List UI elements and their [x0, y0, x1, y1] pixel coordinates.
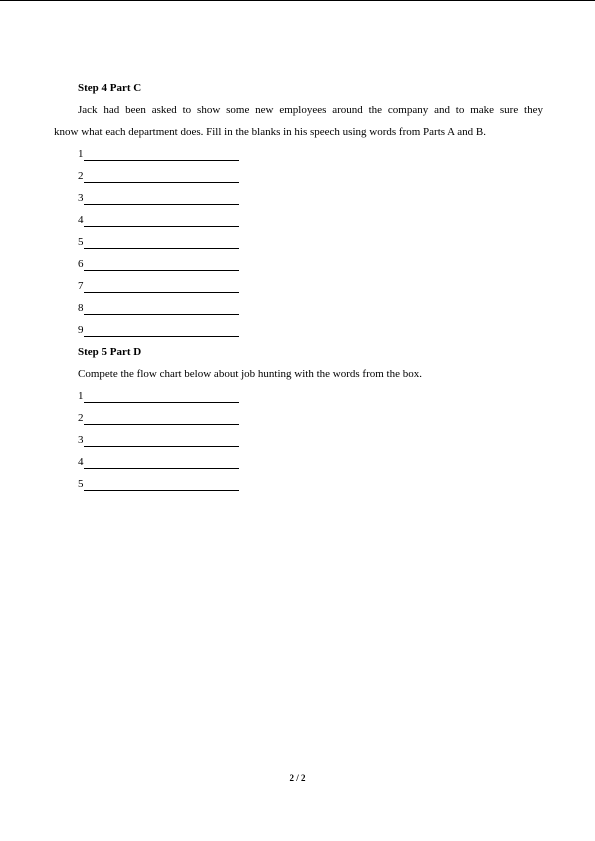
blank-number: 2 [78, 412, 84, 424]
step5-blank-3[interactable] [78, 433, 239, 447]
answer-line[interactable] [84, 258, 239, 271]
answer-line[interactable] [84, 412, 239, 425]
step4-instruction-line2: know what each department does. Fill in the blanks in his speech using words from Parts A and B. [54, 126, 486, 138]
step4-blank-9[interactable] [78, 323, 239, 337]
blank-number: 3 [78, 192, 84, 204]
blank-number: 9 [78, 324, 84, 336]
step5-blank-1[interactable] [78, 389, 239, 403]
blank-number: 5 [78, 478, 84, 490]
step4-blank-3[interactable] [78, 191, 239, 205]
answer-line[interactable] [84, 434, 239, 447]
step4-blank-1[interactable] [78, 147, 239, 161]
step5-heading: Step 5 Part D [78, 346, 142, 358]
blank-number: 7 [78, 280, 84, 292]
blank-number: 1 [78, 148, 84, 160]
step4-blank-2[interactable] [78, 169, 239, 183]
answer-line[interactable] [84, 302, 239, 315]
answer-line[interactable] [84, 280, 239, 293]
answer-line[interactable] [84, 214, 239, 227]
blank-number: 2 [78, 170, 84, 182]
step4-blank-5[interactable] [78, 235, 239, 249]
step4-blank-7[interactable] [78, 279, 239, 293]
blank-number: 8 [78, 302, 84, 314]
answer-line[interactable] [84, 236, 239, 249]
answer-line[interactable] [84, 478, 239, 491]
step5-blank-5[interactable] [78, 477, 239, 491]
answer-line[interactable] [84, 456, 239, 469]
blank-number: 3 [78, 434, 84, 446]
step4-blank-6[interactable] [78, 257, 239, 271]
page-number: 2 / 2 [289, 773, 306, 783]
blank-number: 4 [78, 214, 84, 226]
blank-number: 1 [78, 390, 84, 402]
blank-number: 5 [78, 236, 84, 248]
answer-line[interactable] [84, 192, 239, 205]
step5-blank-2[interactable] [78, 411, 239, 425]
step5-instruction: Compete the flow chart below about job hunting with the words from the box. [78, 368, 422, 380]
step5-blank-4[interactable] [78, 455, 239, 469]
answer-line[interactable] [84, 324, 239, 337]
answer-line[interactable] [84, 148, 239, 161]
blank-number: 4 [78, 456, 84, 468]
answer-line[interactable] [84, 170, 239, 183]
step4-heading: Step 4 Part C [78, 82, 142, 94]
step4-instruction-line1: Jack had been asked to show some new employees around the company and to make sure they [78, 104, 543, 116]
blank-number: 6 [78, 258, 84, 270]
step4-blank-8[interactable] [78, 301, 239, 315]
step4-blank-4[interactable] [78, 213, 239, 227]
answer-line[interactable] [84, 390, 239, 403]
